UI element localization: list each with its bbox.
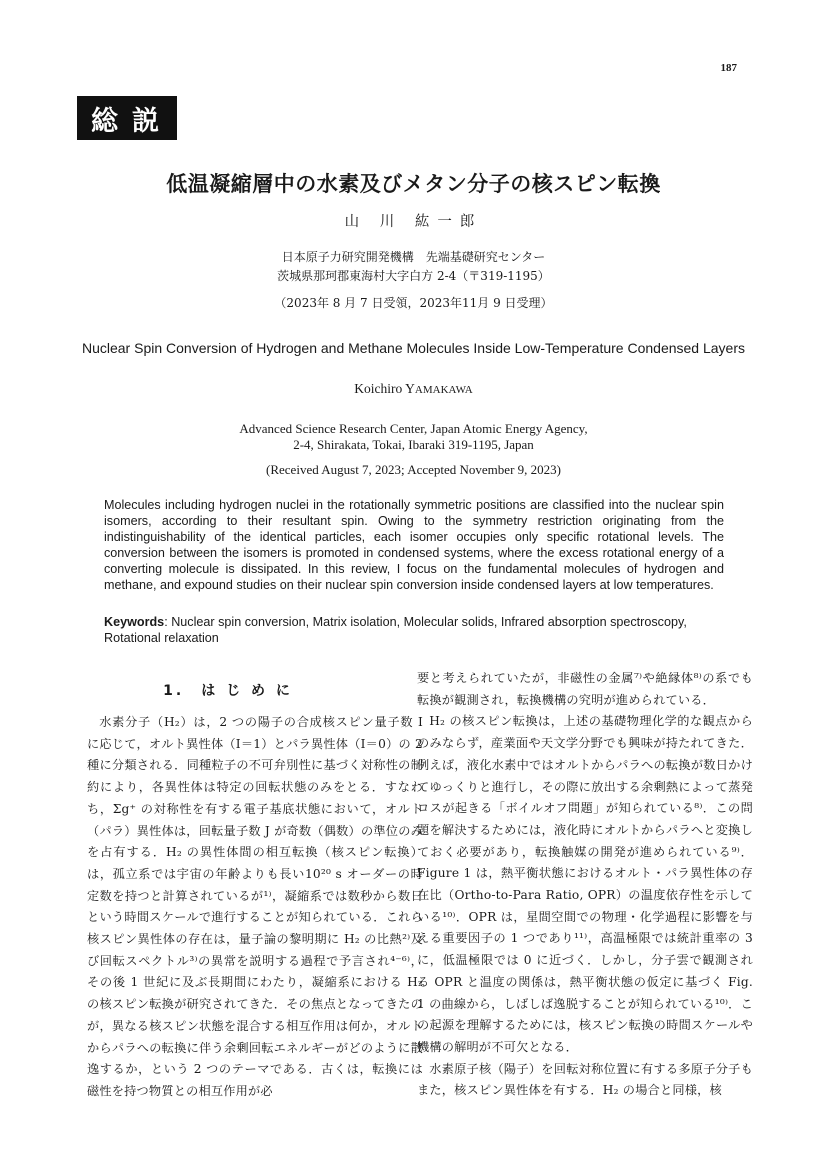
english-affiliation-line-1: Advanced Science Research Center, Japan Atomic Energy Agency, [239,421,588,436]
page-number: 187 [720,62,737,74]
japanese-title: 低温凝縮層中の水素及びメタン分子の核スピン転換 [166,172,661,196]
abstract: Molecules including hydrogen nuclei in the rotationally symmetric positions are classified into the nuclear spin isomers, according to their resultant spin. Owing to the symmetry restriction originating from the indistinguishability of the identical particles, each isomer occupies only specific rotational levels. The conversion between the isomers is promoted in condensed systems, where the excess rotational energy of a converting molecule is dissipated. In this review, I focus on the fundamental molecules of hydrogen and methane, and expound studies on their nuclear spin conversion inside condensed layers at low temperatures. [104,498,724,592]
english-received-date: (Received August 7, 2023; Accepted November 9, 2023) [266,462,561,477]
body-column-right [417,668,753,1102]
author-family-name-smallcaps: AMAKAWA [414,384,473,396]
japanese-affiliation-line-2: 茨城県那珂郡東海村大字白方 2-4（〒319-1195） [277,269,550,283]
section-heading-introduction: 1. は じ め に [163,683,293,699]
paragraph: 要と考えられていたが，非磁性の金属⁷⁾や絶縁体⁸⁾の系でも転換が観測され，転換機構の究明が進められている． [417,671,753,707]
japanese-received-date: （2023年 8 月 7 日受領，2023年11月 9 日受理） [274,296,553,310]
english-affiliation-line-2: 2-4, Shirakata, Tokai, Ibaraki 319-1195, Japan [293,437,534,452]
paragraph: 水素原子核（陽子）を回転対称位置に有する多原子分子もまた，核スピン異性体を有する．H₂ の場合と同様，核 [417,1061,753,1098]
english-author [0,381,827,397]
japanese-author: 山 川 紘一郎 [344,214,483,230]
category-label: 総説 [77,96,177,140]
english-title: Nuclear Spin Conversion of Hydrogen and Methane Molecules Inside Low-Temperature Condensed Layers [81,340,746,356]
paragraph: H₂ の核スピン転換は，上述の基礎物理化学的な観点からのみならず，産業面や天文学分野でも興味が持たれてきた．例えば，液化水素中ではオルトからパラへの転換が数日かけてゆっくりと進行し，その際に放出する余剰熱によって蒸発ロスが起きる「ボイルオフ問題」が知られている⁸⁾．この問題を解決するためには，液化時にオルトからパラへと変換しておく必要があり，転換触媒の開発が進められている⁹⁾．Figure 1 は，熱平衡状態におけるオルト・パラ異性体の存在比（Ortho-to-Para Ratio, OPR）の温度依存性を示している¹⁰⁾．OPR は，星間空間での物理・化学過程に影響を与える重要因子の 1 つであり¹¹⁾，高温極限では統計重率の 3 に，低温極限では 0 に近づく．しかし，分子雲で観測される OPR と温度の関係は，熱平衡状態の仮定に基づく Fig. 1 の曲線から，しばしば逸脱することが知られている¹⁰⁾．この起源を理解するためには，核スピン転換の時間スケールや機構の解明が不可欠となる． [417,714,753,1054]
paragraph: 水素分子（H₂）は，2 つの陽子の合成核スピン量子数 I に応じて，オルト異性体（I＝1）とパラ異性体（I＝0）の 2 種に分類される．同種粒子の不可弁別性に基づく対称性の制約により，各異性体は特定の回転状態のみをとる．すなわち，Σg⁺ の対称性を有する電子基底状態において，オルト（パラ）異性体は，回転量子数 J が奇数（偶数）の準位のみを占有する．H₂ の異性体間の相互転換（核スピン転換）は，孤立系では宇宙の年齢よりも長い10²⁰ s オーダーの時定数を持つと計算されているが¹⁾，凝縮系では数秒から数日という時間スケールで進行することが知られている．これら核スピン異性体の存在は，量子論の黎明期に H₂ の比熱²⁾及び回転スペクトル³⁾の異常を説明する過程で予言され⁴⁻⁶⁾，その後 1 世紀に及ぶ長期間にわたり，凝縮系における H₂ の核スピン転換が研究されてきた．その焦点となってきたのが，異なる核スピン状態を混合する相互作用は何か，オルトからパラへの転換に伴う余剰回転エネルギーがどのように散逸するか，という 2 つのテーマである．古くは，転換には磁性を持つ物質との相互作用が必 [87,715,423,1098]
body-column-left [87,712,423,1103]
author-given-name: Koichiro Y [354,381,415,396]
keywords-label: Keywords [104,615,165,629]
japanese-affiliation-line-1: 日本原子力研究開発機構 先端基礎研究センター [281,250,546,264]
keywords [104,614,724,646]
keywords-text: : Nuclear spin conversion, Matrix isolation, Molecular solids, Infrared absorption spectroscopy, Rotational relaxation [104,615,687,645]
